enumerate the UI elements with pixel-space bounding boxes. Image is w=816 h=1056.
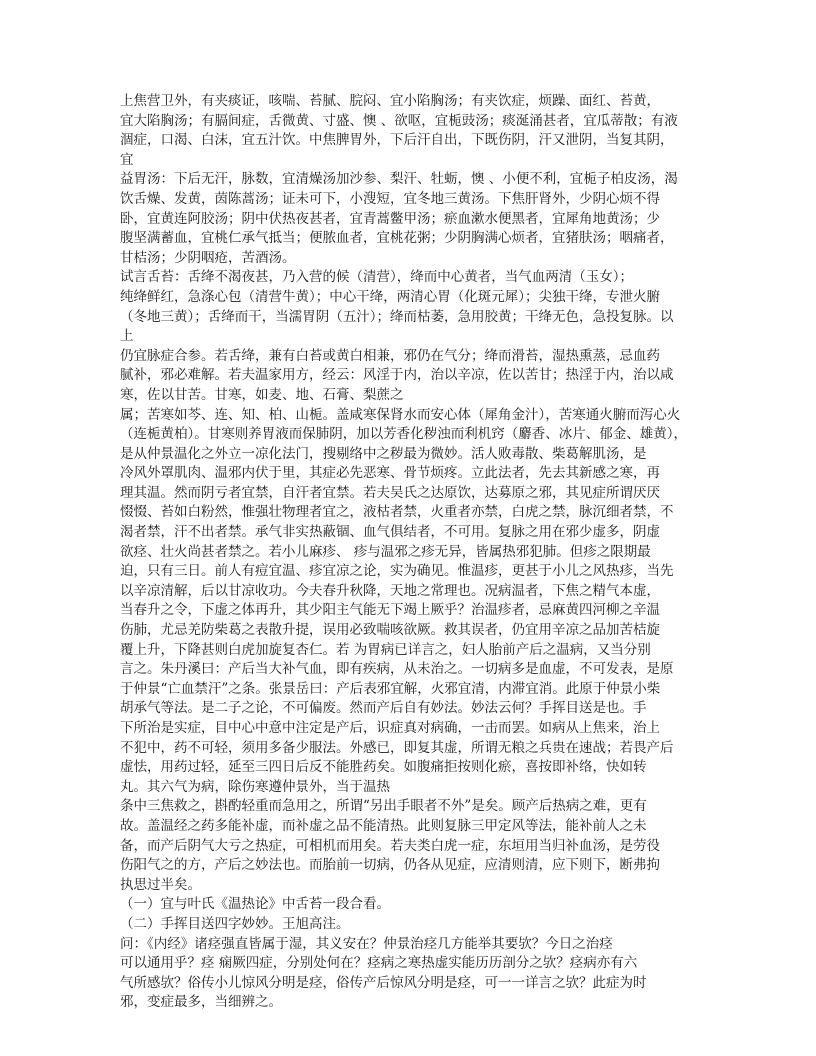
text-line: 伤阳气之的方，产后之妙法也。而胎前一切病，仍各从见症，应清则清，应下则下，断弗拘 bbox=[120, 857, 660, 874]
text-line: 备，而产后阴气大亏之热症，可相机而用矣。若夫类白虎一症，东垣用当归补血汤，是劳役 bbox=[120, 837, 660, 854]
text-line: （连栀黄柏）。甘寒则养胃液而保肺阴，加以芳香化秽浊而利机窍（麝香、冰片、郁金、雄黄）， bbox=[120, 426, 687, 443]
text-line: 上焦营卫外，有夹痰证，咳喘、苔腻、脘闷、宜小陷胸汤；有夹饮症，烦躁、面红、苔黄， bbox=[120, 93, 660, 109]
text-line: 下所治是实症，目中心中意中注定是产后，识症真对病确，一击而罢。如病从上焦来，治上 bbox=[120, 720, 660, 736]
text-line: 于仲景“亡血禁汗”之条。张景岳曰：产后表邪宜解，火邪宜清，内滞宜消。此原于仲景小柴 bbox=[120, 680, 661, 697]
text-line: 试言舌苔：舌绛不渴夜甚，乃入营的候（清营），绛而中心黄者，当气血两清（玉女）； bbox=[120, 269, 633, 286]
note-line: （一）宜与叶氏《温热论》中舌苔一段合看。 bbox=[120, 896, 390, 913]
text-line: 故。盖温经之药多能补虚，而补虚之品不能清热。此则复脉三甲定风等法，能补前人之未 bbox=[120, 817, 647, 834]
text-line: 不犯中，药不可轻，须用多备少服法。外感已，即复其虚，所谓无粮之兵贵在速战；若畏产后 bbox=[120, 739, 674, 756]
text-line: 上 bbox=[120, 328, 134, 345]
text-line: （冬地三黄）；舌绛而干，当濡胃阴（五汁）；绛而枯萎，急用胶黄；干绛无色，急投复脉。以 bbox=[120, 308, 674, 325]
text-line: 是从仲景温化之外立一凉化法门，搜剔络中之秽最为微妙。活人败毒散、柴葛解肌汤，是 bbox=[120, 445, 647, 462]
text-line: 覆上升，下降甚则白虎加旋复杏仁。若 为胃病已详言之，妇人胎前产后之温病，又当分别 bbox=[120, 641, 651, 658]
text-line: 涸症，口渴、白沫，宜五汁饮。中焦脾胃外，下后汗自出，下既伤阴，汗又泄阴，当复其阴， bbox=[120, 132, 674, 149]
text-line: 宜 bbox=[120, 151, 134, 168]
text-line: 仍宜脉症合参。若舌绛，兼有白苔或黄白相兼，邪仍在气分；绛而滑苔，湿热熏蒸，忌血药 bbox=[120, 347, 660, 364]
text-line: 虚怯，用药过轻，延至三四日后反不能胜药矣。如腹痛拒按则化瘀，喜按即补络，快如转 bbox=[120, 759, 647, 776]
text-line: 饮舌燥、发黄，茵陈蒿汤；证未可下，小溲短，宜冬地三黄汤。下焦肝肾外，少阴心烦不得 bbox=[120, 190, 660, 207]
text-line: 言之。朱丹溪曰：产后当大补气血，即有疾病，从未治之。一切病多是血虚，不可发表，是原 bbox=[120, 661, 674, 678]
text-line: 伤肺，尤忌羌防柴葛之表散升提，误用必致喘咳欲厥。救其误者，仍宜用辛凉之品加苦桔旋 bbox=[120, 622, 660, 639]
text-line: 纯绛鲜红，急涤心包（清营牛黄）；中心干绛，两清心胃（化斑元犀）；尖独干绛，专泄火腑 bbox=[120, 288, 660, 305]
text-line: 宜大陷胸汤；有膈间症，舌微黄、寸盛、懊 、欲呕，宜栀豉汤；痰涎涌甚者，宜瓜蒂散；有液 bbox=[120, 112, 678, 129]
text-line: 腹坚满蓄血，宜桃仁承气抵当；便脓血者，宜桃花粥；少阴胸满心烦者，宜猪肤汤；咽痛者， bbox=[120, 230, 674, 247]
text-line: 寒，佐以甘苦。甘寒，如麦、地、石膏、梨蔗之 bbox=[120, 386, 404, 403]
note-line: （二）手挥目送四字妙妙。王旭高注。 bbox=[120, 915, 350, 932]
text-line: 甘桔汤；少阴咽疮，苦酒汤。 bbox=[120, 249, 296, 266]
text-line: 卧，宜黄连阿胶汤；阴中伏热夜甚者，宜青蒿鳖甲汤；瘀血漱水便黑者，宜犀角地黄汤；少 bbox=[120, 210, 660, 227]
document-page bbox=[120, 92, 710, 1013]
question-line: 邪，变症最多，当细辨之。 bbox=[120, 994, 282, 1011]
text-line: 以辛凉清解，后以甘凉收功。今夫春升秋降，天地之常理也。况病温者，下焦之精气本虚， bbox=[120, 582, 660, 599]
text-line: 属；苦寒如芩、连、知、柏、山栀。盖咸寒保肾水而安心体（犀角金汁），苦寒通火腑而泻心火 bbox=[120, 406, 681, 423]
text-line: 理其温。然而阴亏者宜禁，自汗者宜禁。若夫吴氏之达原饮，达募原之邪，其见症所谓厌厌 bbox=[120, 484, 660, 501]
text-line: 当春升之令，下虚之体再升，其少阳主气能无下竭上厥乎？治温疹者，忌麻黄四河柳之辛温 bbox=[120, 602, 660, 619]
text-line: 惙惙、苔如白粉然，惟强壮物理者宜之，液枯者禁，火重者亦禁，白虎之禁，脉沉细者禁，不 bbox=[120, 504, 674, 521]
text-line: 执思过半矣。 bbox=[120, 876, 201, 893]
text-line: 迫，只有三日。前人有痘宜温、疹宜凉之论，实为确见。惟温疹，更甚于小儿之风热疹，当先 bbox=[120, 563, 674, 580]
question-line: 可以通用乎？痉 痫厥四症，分别处何在？痉病之寒热虚实能历历剖分之欤？痉病亦有六 bbox=[120, 955, 638, 972]
text-line: 冷风外罩肌肉、温邪内伏于里，其症必先恶寒、骨节烦疼。立此法者，先去其新感之寒，再 bbox=[120, 465, 660, 482]
text-line: 条中三焦救之，斟酌轻重而急用之，所谓“另出手眼者不外”是矣。顾产后热病之难，更有 bbox=[120, 798, 647, 815]
text-line: 欲痉、壮火尚甚者禁之。若小儿麻疹、 疹与温邪之疹无异，皆属热邪犯肺。但疹之限期最 bbox=[120, 543, 651, 560]
text-line: 益胃汤：下后无汗，脉数，宜清燥汤加沙参、梨汗、牡蛎，懊 、小便不利，宜栀子柏皮汤，渴 bbox=[120, 171, 678, 188]
text-line: 渴者禁，汗不出者禁。承气非实热蔽锢、血气俱结者，不可用。复脉之用在邪少虚多，阴虚 bbox=[120, 524, 660, 541]
text-line: 胡承气等法。是二子之论，不可偏废。然而产后自有妙法。妙法云何？手挥目送是也。手 bbox=[120, 700, 647, 717]
question-line: 问：《内经》诸痉强直皆属于湿，其义安在？仲景治痉几方能举其要欤？今日之治痉 bbox=[120, 935, 613, 952]
text-line: 丸。其六气为病，除伤寒遵仲景外，当于温热 bbox=[120, 778, 390, 795]
question-line: 气所感欤？俗传小儿惊风分明是痉，俗传产后惊风分明是痉，可一一详言之欤？此症为时 bbox=[120, 974, 647, 991]
text-line: 腻补，邪必难解。若夫温家用方，经云：风淫于内，治以辛凉，佐以苦甘；热淫于内，治以咸 bbox=[120, 367, 674, 384]
